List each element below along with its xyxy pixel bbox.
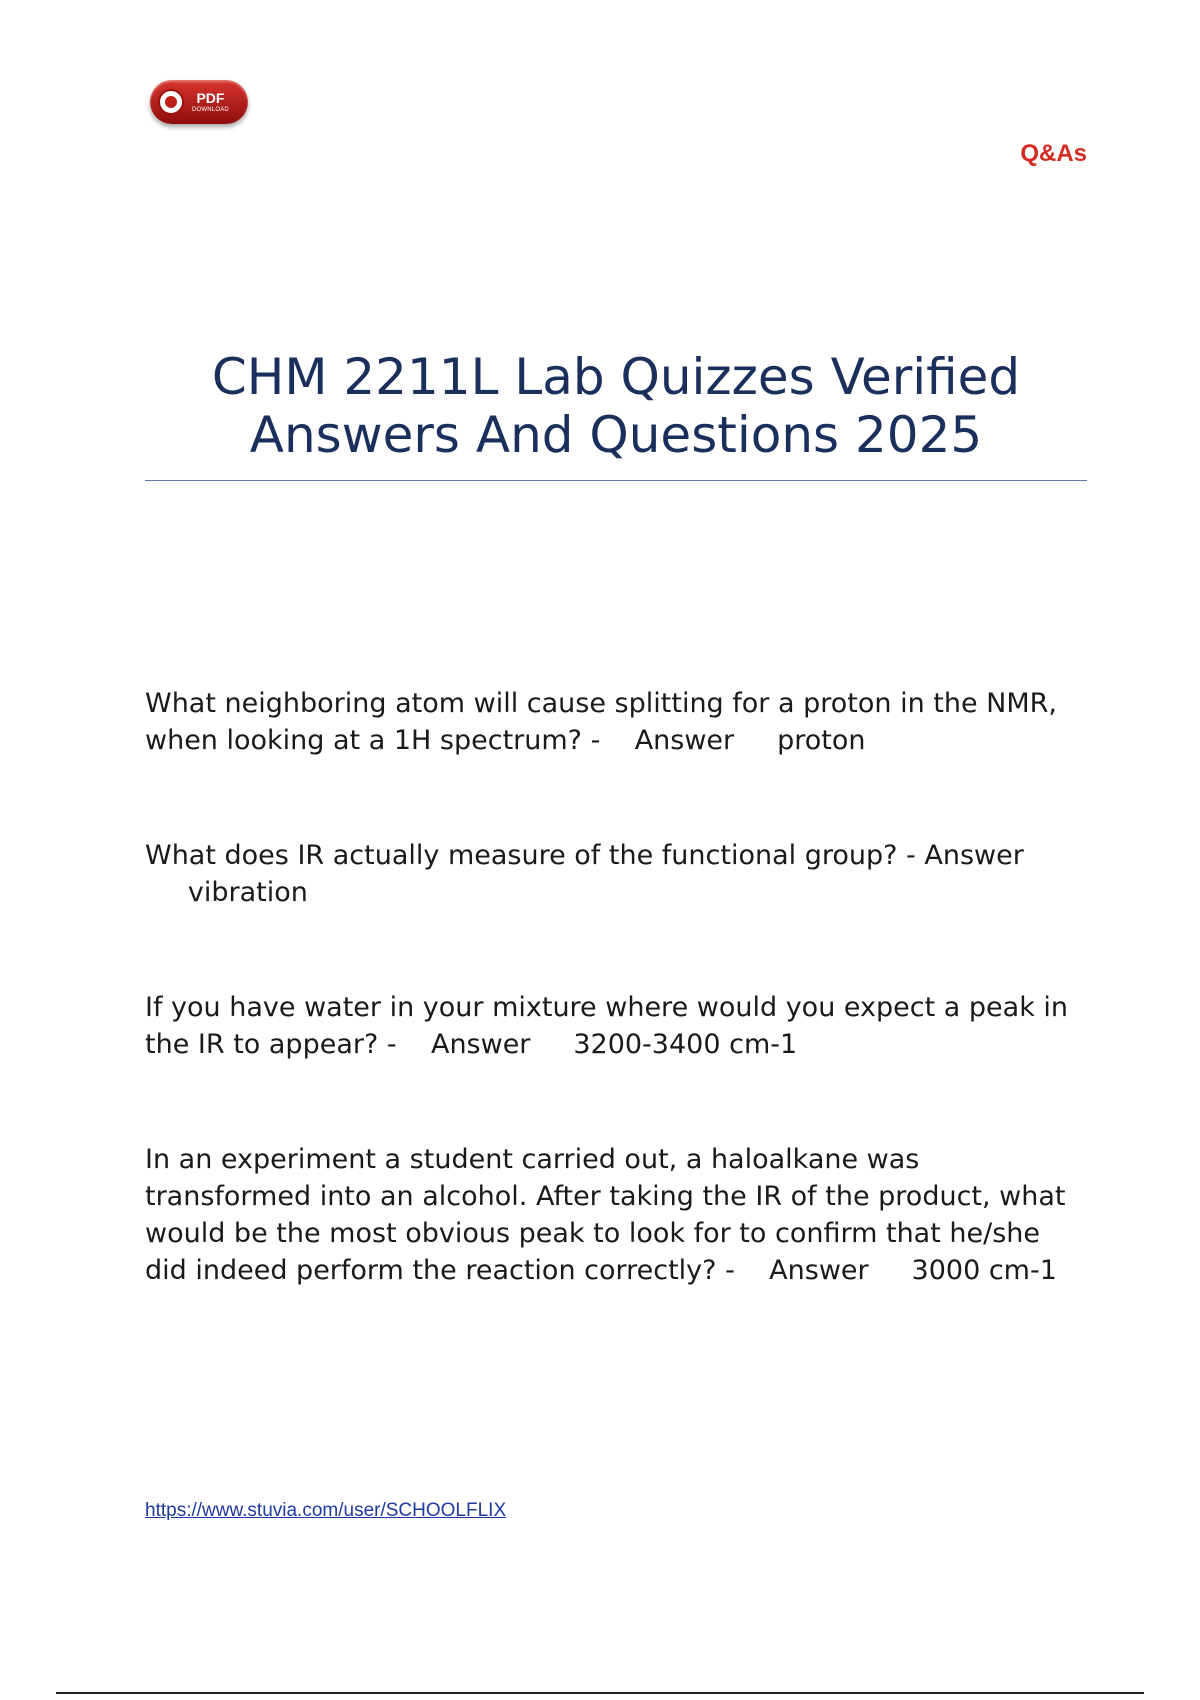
answer-text: 3000 cm-1 — [911, 1255, 1057, 1286]
qa-item — [145, 989, 1085, 1063]
badge-text — [192, 91, 229, 113]
badge-main-label: PDF — [196, 90, 225, 106]
badge-sub-label: DOWNLOAD — [192, 107, 229, 113]
answer-text: proton — [777, 725, 866, 756]
question-text: If you have water in your mixture where would you expect a peak in the IR to appear? - — [145, 992, 1069, 1060]
document-title: CHM 2211L Lab Quizzes Verified Answers And Questions 2025 — [211, 348, 1021, 464]
title-divider — [145, 480, 1087, 481]
qa-item — [145, 685, 1085, 759]
qa-item — [145, 837, 1085, 911]
question-text: What does IR actually measure of the functional group? - — [145, 840, 916, 871]
answer-text: vibration — [187, 877, 308, 908]
qa-item — [145, 1141, 1085, 1289]
pdf-download-badge[interactable] — [150, 80, 248, 124]
qa-label: Q&As — [1020, 140, 1087, 167]
bottom-divider — [56, 1692, 1144, 1694]
answer-label: Answer — [769, 1255, 869, 1286]
qa-list — [145, 685, 1085, 1367]
answer-label: Answer — [634, 725, 735, 756]
pdf-seal-icon — [158, 89, 184, 115]
answer-label: Answer — [430, 1029, 531, 1060]
answer-text: 3200-3400 cm-1 — [573, 1029, 798, 1060]
question-text: In an experiment a student carried out, a haloalkane was transformed into an alcohol. After taking the IR of the product, what would be the most obvious peak to look for to confirm that he/she did indeed perform the reaction correctly? - — [145, 1144, 1066, 1286]
answer-label: Answer — [924, 840, 1024, 871]
question-text: What neighboring atom will cause splitting for a proton in the NMR, when looking at a 1H spectrum? - — [145, 688, 1058, 756]
source-link[interactable]: https://www.stuvia.com/user/SCHOOLFLIX — [145, 1500, 507, 1521]
